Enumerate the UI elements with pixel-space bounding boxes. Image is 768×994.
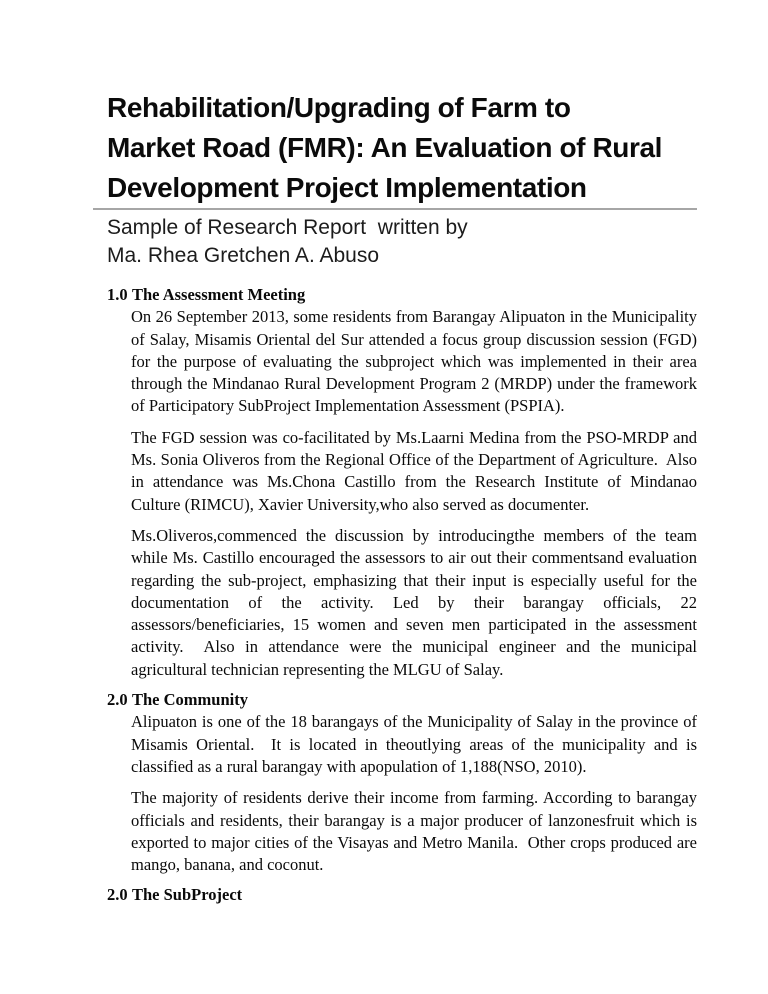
paragraph: Ms.Oliveros,commenced the discussion by introducingthe members of the team while Ms. Castillo encouraged the assessors to air out their commentsand evaluation regarding the sub-project, emphasizing that their input is especially useful for the documentation of the activity. Led by their barangay officials, 22 assessors/beneficiaries, 15 women and seven men participated in the assessment activity. Also in attendance were the municipal engineer and the municipal agricultural technician representing the MLGU of Salay.: [131, 525, 697, 679]
subtitle-line-2: Ma. Rhea Gretchen A. Abuso: [107, 244, 379, 267]
section-heading-text: The SubProject: [132, 885, 243, 905]
paragraph: Alipuaton is one of the 18 barangays of the Municipality of Salay in the province of Misamis Oriental. It is located in theoutlying areas of the municipality and is classified as a rural barangay with apopulation of 1,188(NSO, 2010).: [131, 712, 697, 776]
title-line-2: Market Road (FMR): An Evaluation of Rural: [107, 132, 663, 163]
section-assessment-meeting: [107, 284, 697, 681]
document-title: [107, 88, 697, 208]
section-heading-text: The Community: [132, 690, 248, 710]
section-number: 2.0: [107, 690, 128, 710]
document-body: [107, 284, 697, 907]
paragraph: The FGD session was co-facilitated by Ms.Laarni Medina from the PSO-MRDP and Ms. Sonia Oliveros from the Regional Office of the Department of Agriculture. Also in attendance was Ms.Chona Castillo from the Research Institute of Mindanao Culture (RIMCU), Xavier University,who also served as documenter.: [131, 427, 697, 514]
section-number: 1.0: [107, 285, 128, 304]
section-number: 2.0: [107, 885, 128, 905]
paragraph: On 26 September 2013, some residents from Barangay Alipuaton in the Municipality of Salay, Misamis Oriental del Sur attended a focus group discussion session (FGD) for the purpose of evaluating the subproject which was implemented in their area through the Mindanao Rural Development Program 2 (MRDP) under the framework of Participatory SubProject Implementation Assessment (PSPIA).: [131, 307, 697, 416]
title-divider: [93, 208, 697, 210]
paragraph: The majority of residents derive their income from farming. According to barangay officials and residents, their barangay is a major producer of lanzonesfruit which is exported to major cities of the Visayas and Metro Manila. Other crops produced are mango, banana, and coconut.: [131, 788, 697, 875]
document-subtitle: [107, 214, 697, 270]
section-heading: [107, 884, 697, 906]
section-heading-text: The Assessment Meeting: [132, 285, 306, 304]
title-line-1: Rehabilitation/Upgrading of Farm to: [107, 92, 571, 123]
section-community: [107, 689, 697, 876]
title-line-3: Development Project Implementation: [107, 172, 587, 203]
subtitle-line-1: Sample of Research Report written by: [107, 216, 468, 239]
section-subproject: [107, 884, 697, 906]
section-heading: [107, 284, 697, 306]
section-heading: [107, 689, 697, 711]
